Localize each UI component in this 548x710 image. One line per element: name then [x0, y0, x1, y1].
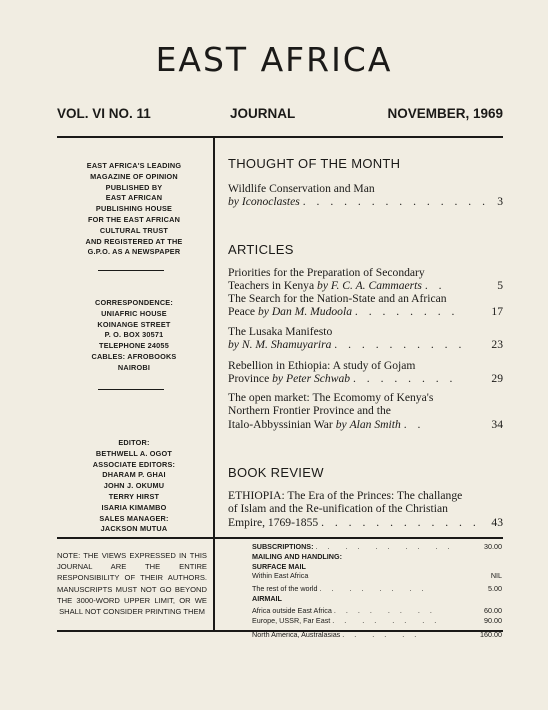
left-divider-2 [98, 389, 164, 390]
journal-label: JOURNAL [230, 106, 296, 121]
toc-entry: Wildlife Conservation and Man by Iconoclastes . . . . . . . . . . . . . . 3 [228, 182, 503, 209]
header-rule [57, 136, 503, 138]
volume-number: VOL. VI NO. 11 [57, 106, 151, 121]
page-number: 43 [491, 515, 503, 529]
publisher-block: EAST AFRICA'S LEADING MAGAZINE OF OPINION PUBLISHED BY EAST AFRICAN PUBLISHING HOUSE FOR THE EAST AFRICAN CULTURAL TRUST AND REGISTERED AT THE G.P.O. AS A NEWSPAPER [85, 161, 183, 257]
bottom-section-rule [57, 537, 503, 539]
toc-entry: ETHIOPIA: The Era of the Princes: The challange of Islam and the Re-unification of the Christian Empire, 1769-1855 . . . . . . . . . . . . 43 [228, 489, 503, 529]
page-number: 23 [491, 338, 503, 352]
section-heading-thought: THOUGHT OF THE MONTH [228, 156, 401, 171]
toc-entry: Rebellion in Ethiopia: A study of Gojam Province by Peter Schwab . . . . . . . . 29 [228, 359, 503, 386]
editorial-note: NOTE: THE VIEWS EXPRESSED IN THIS JOURNAL ARE THE ENTIRE RESPONSIBILITY OF THEIR AUTHORS. MANUSCRIPTS MUST NOT GO BEYOND THE 3000-WORD UPPER LIMIT, OR WE SHALL NOT CONSIDER PRINTING THEM [57, 551, 207, 617]
toc-entry: Priorities for the Preparation of Secondary Teachers in Kenya by F. C. A. Cammaerts . . 5 [228, 266, 503, 293]
page-number: 3 [497, 195, 503, 209]
page-number: 5 [497, 279, 503, 293]
subscriptions-block: SUBSCRIPTIONS: . . . . . . . . . . 30.00 MAILING AND HANDLING: SURFACE MAIL Within East Africa NIL The rest of the world . . . . . . . . 5.00 AIRMAIL Africa outside East Africa . . . . . . . . 60.00 Europe, USSR, Far East . . . . . . . . 90.00 North America, Australasias . . . . . . 160.00 [252, 542, 502, 640]
section-heading-articles: ARTICLES [228, 242, 294, 257]
page-number: 29 [491, 372, 503, 386]
toc-entry: The Search for the Nation-State and an African Peace by Dan M. Mudoola . . . . . . . . 17 [228, 292, 503, 319]
correspondence-block: CORRESPONDENCE: UNIAFRIC HOUSE KOINANGE STREET P. O. BOX 30571 TELEPHONE 24055 CABLES: AFROBOOKS NAIROBI [91, 298, 177, 372]
masthead-title: EAST AFRICA [155, 40, 393, 79]
left-divider-1 [98, 270, 164, 271]
staff-block: EDITOR: BETHWELL A. OGOT ASSOCIATE EDITORS: DHARAM P. GHAI JOHN J. OKUMU TERRY HIRST ISARIA KIMAMBO SALES MANAGER: JACKSON MUTUA [92, 438, 176, 534]
toc-entry: The open market: The Ecomomy of Kenya's Northern Frontier Province and the Italo-Abbyssinian War by Alan Smith . . 34 [228, 391, 503, 431]
page-number: 17 [491, 305, 503, 319]
toc-entry: The Lusaka Manifesto by N. M. Shamuyarira . . . . . . . . . . 23 [228, 325, 503, 352]
issue-date: NOVEMBER, 1969 [387, 106, 503, 121]
page-number: 34 [491, 417, 503, 431]
column-divider [213, 138, 215, 630]
section-heading-review: BOOK REVIEW [228, 465, 324, 480]
